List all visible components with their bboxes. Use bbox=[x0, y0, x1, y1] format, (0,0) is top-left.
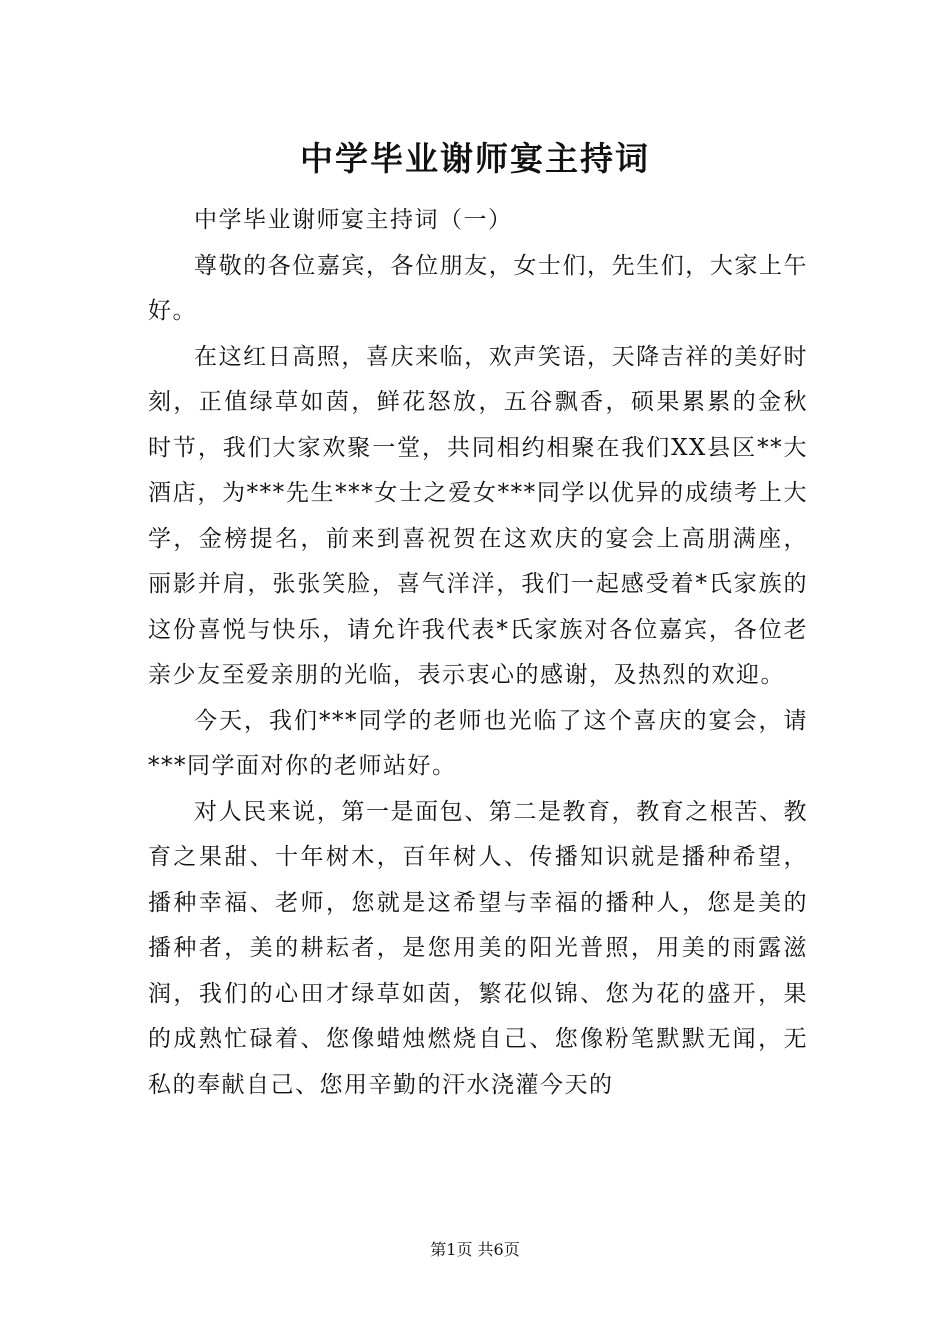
paragraph-opening: 在这红日高照，喜庆来临，欢声笑语，天降吉祥的美好时刻，正值绿草如茵，鲜花怒放，五谷飘香，硕果累累的金秋时节，我们大家欢聚一堂，共同相约相聚在我们XX县区**大酒店，为***先生***女士之爱女***同学以优异的成绩考上大学，金榜提名，前来到喜祝贺在这欢庆的宴会上高朋满座，丽影并肩，张张笑脸，喜气洋洋，我们一起感受着*氏家族的这份喜悦与快乐，请允许我代表*氏家族对各位嘉宾，各位老亲少友至爱亲朋的光临，表示衷心的感谢，及热烈的欢迎。 bbox=[148, 343, 808, 688]
paragraph-greeting: 尊敬的各位嘉宾，各位朋友，女士们，先生们，大家上午好。 bbox=[148, 252, 808, 324]
document-title: 中学毕业谢师宴主持词 bbox=[300, 139, 650, 178]
paragraph-teacher-intro: 今天，我们***同学的老师也光临了这个喜庆的宴会，请***同学面对你的老师站好。 bbox=[148, 707, 808, 779]
page-number-footer: 第1页 共6页 bbox=[430, 1240, 520, 1259]
document-body bbox=[148, 198, 808, 1108]
paragraph-subtitle: 中学毕业谢师宴主持词（一） bbox=[194, 207, 513, 233]
paragraph-tribute: 对人民来说，第一是面包、第二是教育，教育之根苦、教育之果甜、十年树木，百年树人、传播知识就是播种希望，播种幸福、老师，您就是这希望与幸福的播种人，您是美的播种者，美的耕耘者，是您用美的阳光普照，用美的雨露滋润，我们的心田才绿草如茵，繁花似锦、您为花的盛开，果的成熟忙碌着、您像蜡烛燃烧自己、您像粉笔默默无闻，无私的奉献自己、您用辛勤的汗水浇灌今天的 bbox=[148, 798, 808, 1098]
